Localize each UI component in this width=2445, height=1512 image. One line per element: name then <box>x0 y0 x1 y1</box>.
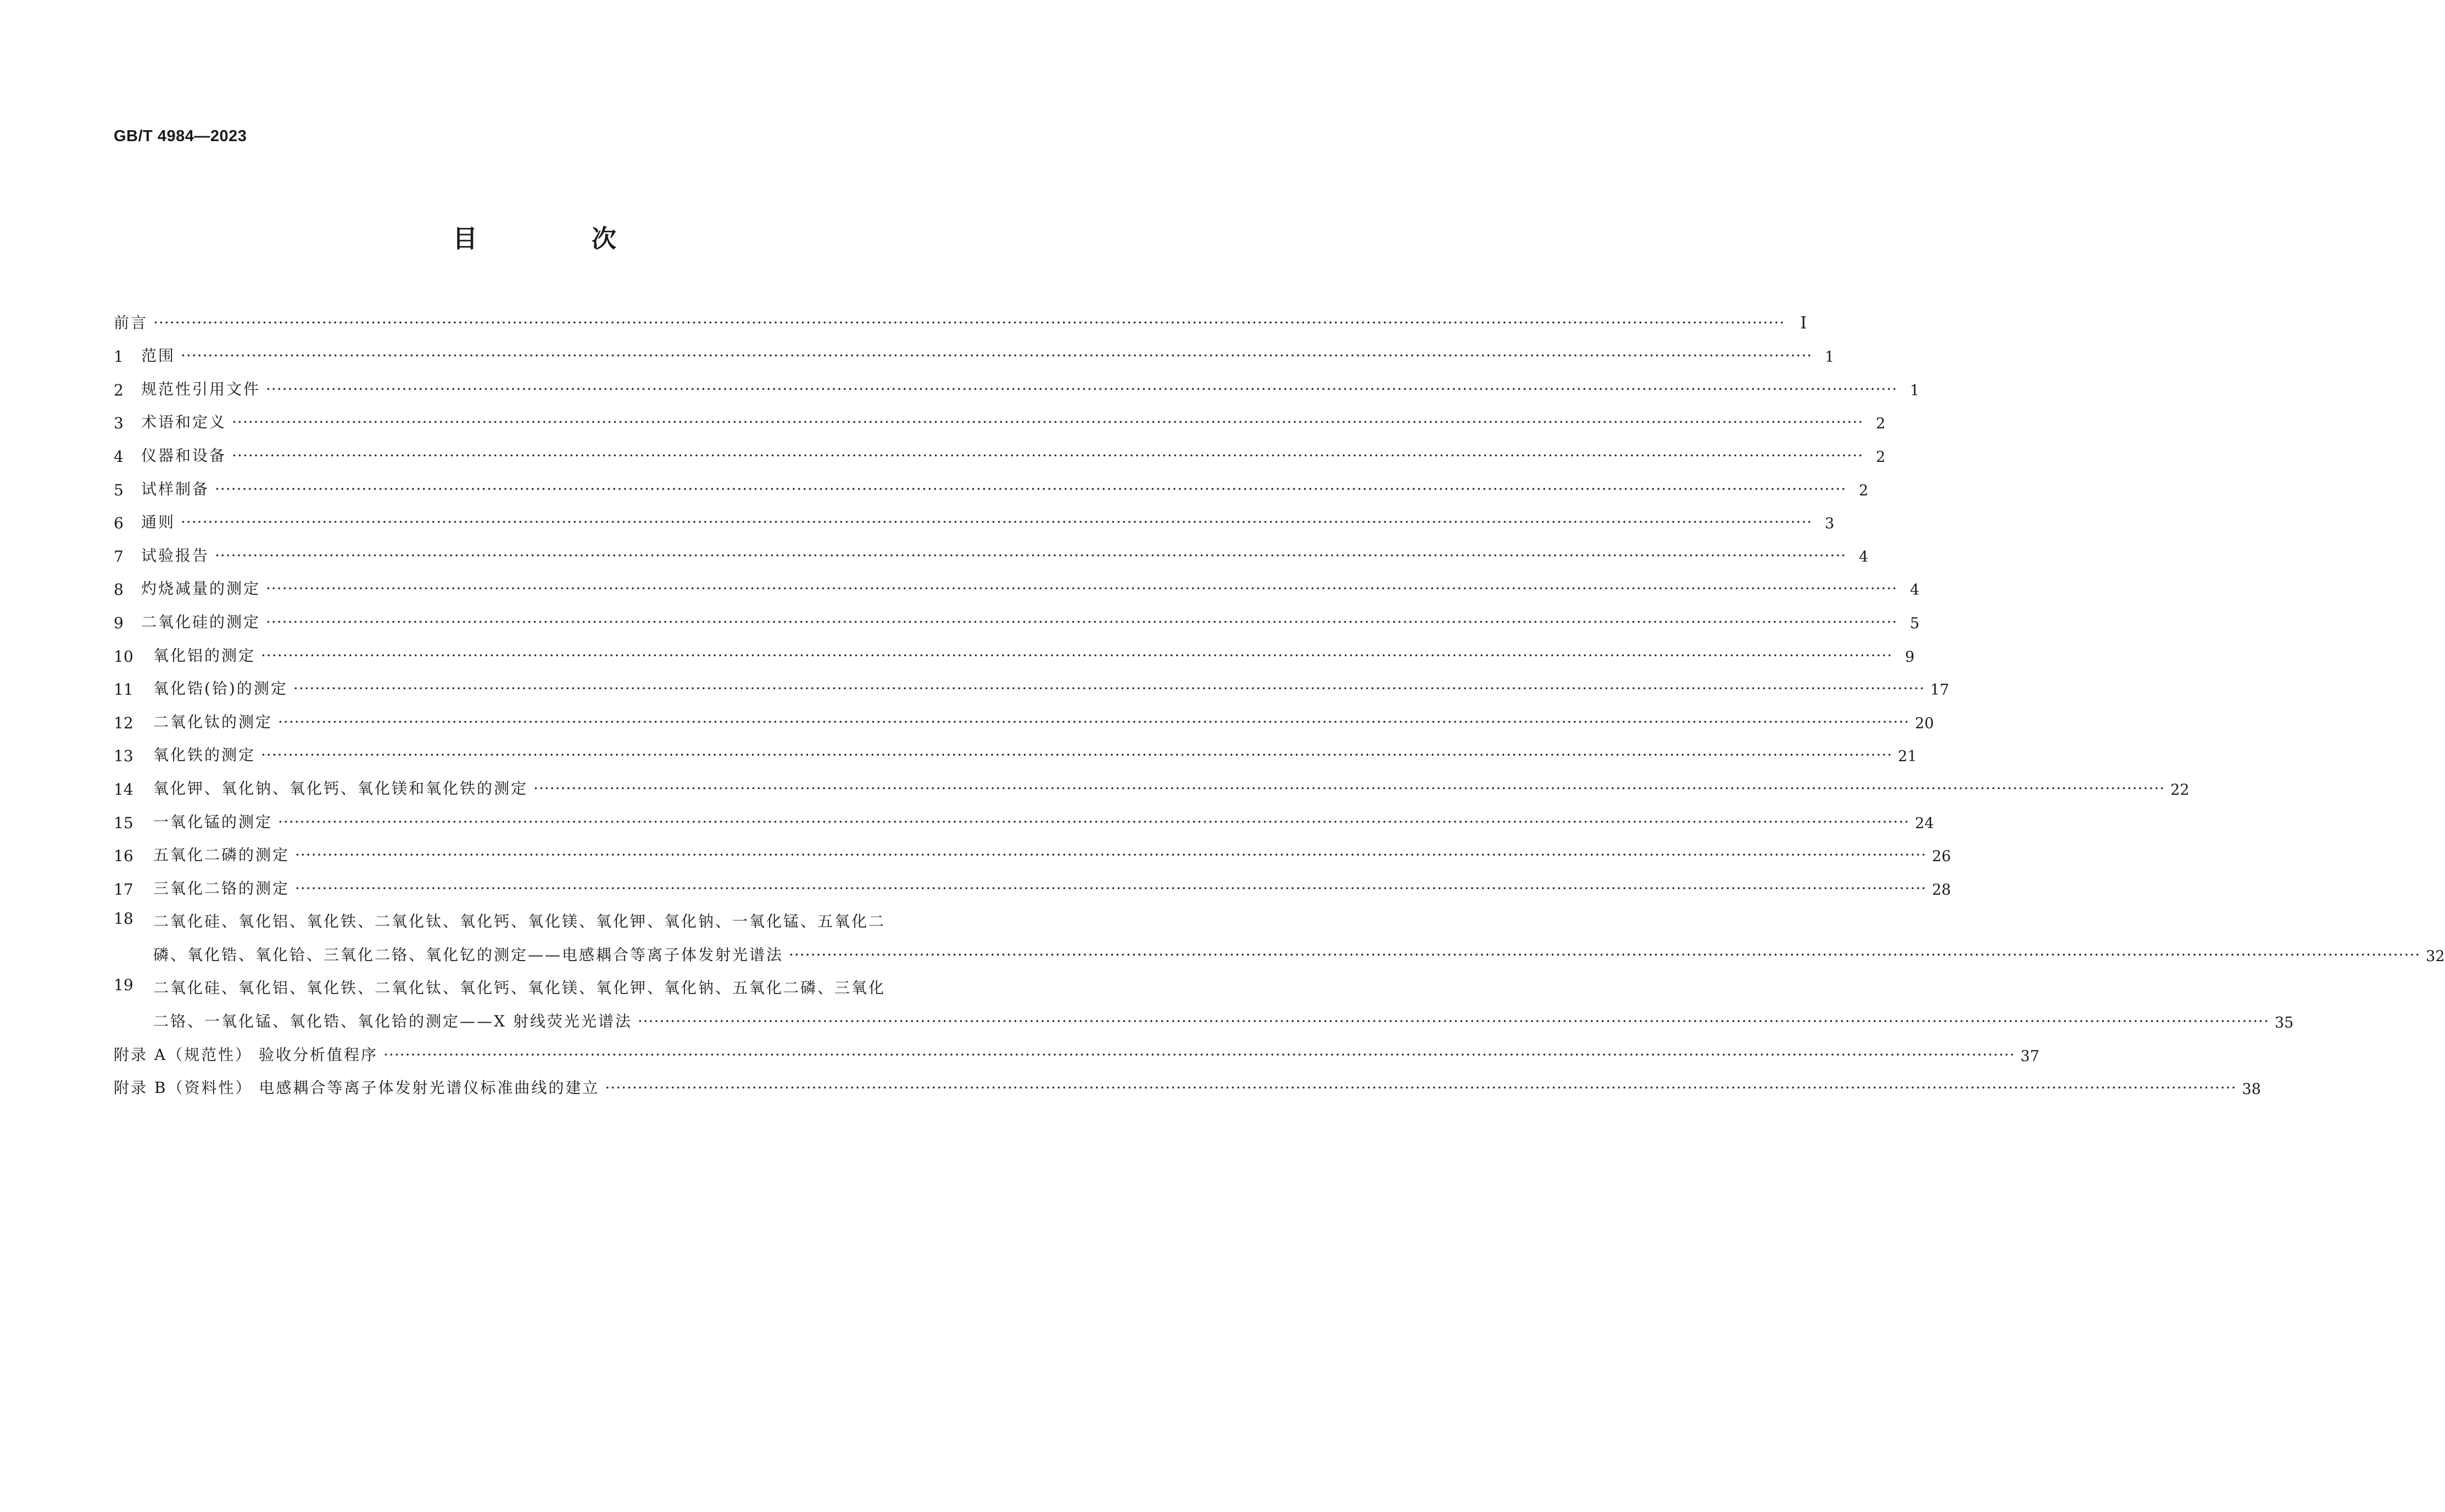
toc-page-number: 17 <box>1930 682 1950 699</box>
toc-page-number: 4 <box>1858 548 1869 566</box>
leader-dots: ············································································································································································································································································································ <box>261 746 1893 765</box>
toc-entry-text: 规范性引用文件 <box>141 380 261 398</box>
leader-dots: ············································································································································································································································································································ <box>278 712 1910 731</box>
leader-dots: ············································································································································································································································································································ <box>215 546 1847 565</box>
standard-code: GB/T 4984—2023 <box>114 127 247 145</box>
toc-section-number: 8 <box>114 581 124 599</box>
toc-section-number: 10 <box>114 647 133 666</box>
toc-page-number: 24 <box>1915 814 1934 832</box>
toc-entry-text: 前言 <box>114 313 148 332</box>
toc-page-number: 3 <box>1824 515 1835 533</box>
toc-page-number: 5 <box>1909 615 1920 632</box>
toc-entry-text: 通则 <box>141 513 176 532</box>
leader-dots: ············································································································································································································································································································ <box>383 1045 2015 1064</box>
leader-dots: ············································································································································································································································································································ <box>295 846 1927 864</box>
toc-section-number: 19 <box>114 975 133 994</box>
leader-dots: ············································································································································································································································································································ <box>232 413 1864 432</box>
toc-entry-2[interactable] <box>114 370 1920 404</box>
toc-entry-annex-b[interactable] <box>114 1069 2261 1103</box>
toc-page-number: I <box>1800 313 1807 333</box>
leader-dots: ············································································································································································································································································································ <box>181 347 1813 365</box>
toc-entry-text: 氧化铁的测定 <box>153 746 256 765</box>
toc-page-number: 4 <box>1909 582 1920 599</box>
toc-entry-9[interactable] <box>114 603 1920 637</box>
toc-page-number: 35 <box>2274 1014 2294 1032</box>
toc-entry-text: 仪器和设备 <box>141 446 227 465</box>
leader-dots: ············································································································································································································································································································ <box>605 1079 2237 1097</box>
toc-entry-16[interactable] <box>114 836 1951 870</box>
toc-entry-text: 五氧化二磷的测定 <box>153 846 290 864</box>
toc-page-number: 21 <box>1898 748 1917 766</box>
leader-dots: ············································································································································································································································································································ <box>181 513 1813 532</box>
toc-section-number: 11 <box>114 680 133 699</box>
toc-page-number: 20 <box>1915 715 1934 732</box>
toc-entry-annex-a[interactable] <box>114 1036 2040 1069</box>
toc-entry-text: 范围 <box>141 347 176 365</box>
toc-section-number: 18 <box>114 909 133 928</box>
leader-dots: ············································································································································································································································································································ <box>232 446 1864 465</box>
toc-page-number: 28 <box>1932 881 1951 899</box>
toc-entry-text-line1: 二氧化硅、氧化铝、氧化铁、二氧化钛、氧化钙、氧化镁、氧化钾、氧化钠、一氧化锰、五氧化二 <box>153 912 886 931</box>
toc-entry-text: 一氧化锰的测定 <box>153 812 273 831</box>
toc-section-number: 3 <box>114 414 124 433</box>
toc-page-number: 1 <box>1824 349 1835 366</box>
toc-section-number: 9 <box>114 613 124 632</box>
toc-entry-17[interactable] <box>114 869 1951 903</box>
leader-dots: ············································································································································································································································································································ <box>266 612 1898 631</box>
toc-section-number: 6 <box>114 514 124 533</box>
leader-dots: ············································································································································································································································································································ <box>278 812 1910 831</box>
toc-page-number: 32 <box>2426 947 2445 965</box>
table-of-contents <box>114 304 2445 1102</box>
toc-entry-19[interactable] <box>114 969 2294 1036</box>
toc-page-number: 9 <box>1904 648 1915 666</box>
toc-section-number: 1 <box>114 348 124 366</box>
toc-entry-text: 氧化钾、氧化钠、氧化钙、氧化镁和氧化铁的测定 <box>153 779 528 797</box>
toc-page-number: 2 <box>1858 482 1869 499</box>
toc-page-number: 26 <box>1932 848 1951 866</box>
toc-entry-text-line1: 二氧化硅、氧化铝、氧化铁、二氧化钛、氧化钙、氧化镁、氧化钾、氧化钠、五氧化二磷、三氧化 <box>153 979 886 997</box>
leader-dots: ············································································································································································································································································································ <box>261 646 1893 665</box>
toc-entry-text: 三氧化二铬的测定 <box>153 879 290 897</box>
toc-entry-text-line2: 二铬、一氧化锰、氧化锆、氧化铪的测定——X 射线荧光光谱法 <box>153 1012 632 1031</box>
toc-page-number: 37 <box>2020 1047 2040 1065</box>
toc-page-number: 2 <box>1875 448 1886 466</box>
leader-dots: ············································································································································································································································································································ <box>789 945 2421 964</box>
toc-page-number: 38 <box>2242 1081 2261 1098</box>
toc-entry-12[interactable] <box>114 703 1934 737</box>
leader-dots: ············································································································································································································································································································ <box>266 579 1898 598</box>
page-title: 目 次 <box>453 224 669 253</box>
leader-dots: ············································································································································································································································································································ <box>266 380 1898 398</box>
toc-section-number: 14 <box>114 780 133 799</box>
toc-entry-14[interactable] <box>114 769 2190 803</box>
toc-section-number: 17 <box>114 880 133 899</box>
leader-dots: ············································································································································································································································································································ <box>533 779 2165 797</box>
toc-entry-text: 附录 A（规范性） 验收分析值程序 <box>114 1045 378 1064</box>
toc-entry-8[interactable] <box>114 570 1920 604</box>
toc-entry-4[interactable] <box>114 437 1886 470</box>
toc-entry-preface[interactable] <box>114 304 1807 337</box>
leader-dots: ············································································································································································································································································································ <box>295 879 1927 897</box>
toc-section-number: 15 <box>114 813 133 832</box>
toc-section-number: 16 <box>114 847 133 866</box>
toc-entry-text: 术语和定义 <box>141 413 227 432</box>
toc-entry-text: 氧化锆(铪)的测定 <box>153 679 288 698</box>
toc-section-number: 13 <box>114 747 133 766</box>
toc-entry-5[interactable] <box>114 470 1869 504</box>
toc-page-number: 1 <box>1909 382 1920 399</box>
toc-entry-11[interactable] <box>114 670 1950 704</box>
toc-section-number: 7 <box>114 547 124 566</box>
toc-entry-text: 附录 B（资料性） 电感耦合等离子体发射光谱仪标准曲线的建立 <box>114 1079 600 1097</box>
leader-dots: ············································································································································································································································································································ <box>215 479 1847 498</box>
toc-section-number: 2 <box>114 381 124 399</box>
toc-entry-13[interactable] <box>114 737 1917 770</box>
toc-entry-3[interactable] <box>114 404 1886 437</box>
toc-entry-18[interactable] <box>114 903 2445 969</box>
toc-page-number: 2 <box>1875 415 1886 433</box>
toc-entry-text-line2: 磷、氧化锆、氧化铪、三氧化二铬、氧化钇的测定——电感耦合等离子体发射光谱法 <box>153 945 784 964</box>
toc-page-number: 22 <box>2170 781 2190 799</box>
toc-section-number: 4 <box>114 447 124 466</box>
toc-entry-text: 二氧化硅的测定 <box>141 612 261 631</box>
toc-entry-text: 氧化铝的测定 <box>153 646 256 665</box>
toc-entry-text: 灼烧减量的测定 <box>141 579 261 598</box>
toc-section-number: 12 <box>114 713 133 732</box>
toc-entry-15[interactable] <box>114 803 1934 836</box>
toc-entry-6[interactable] <box>114 504 1835 537</box>
toc-entry-7[interactable] <box>114 537 1869 570</box>
leader-dots: ············································································································································································································································································································ <box>293 679 1925 698</box>
toc-entry-text: 试验报告 <box>141 546 210 565</box>
toc-entry-text: 二氧化钛的测定 <box>153 712 273 731</box>
leader-dots: ············································································································································································································································································································ <box>637 1012 2269 1031</box>
leader-dots: ············································································································································································································································································································ <box>153 313 1785 332</box>
toc-entry-text: 试样制备 <box>141 479 210 498</box>
toc-section-number: 5 <box>114 481 124 499</box>
toc-entry-10[interactable] <box>114 637 1915 670</box>
toc-entry-1[interactable] <box>114 337 1835 371</box>
